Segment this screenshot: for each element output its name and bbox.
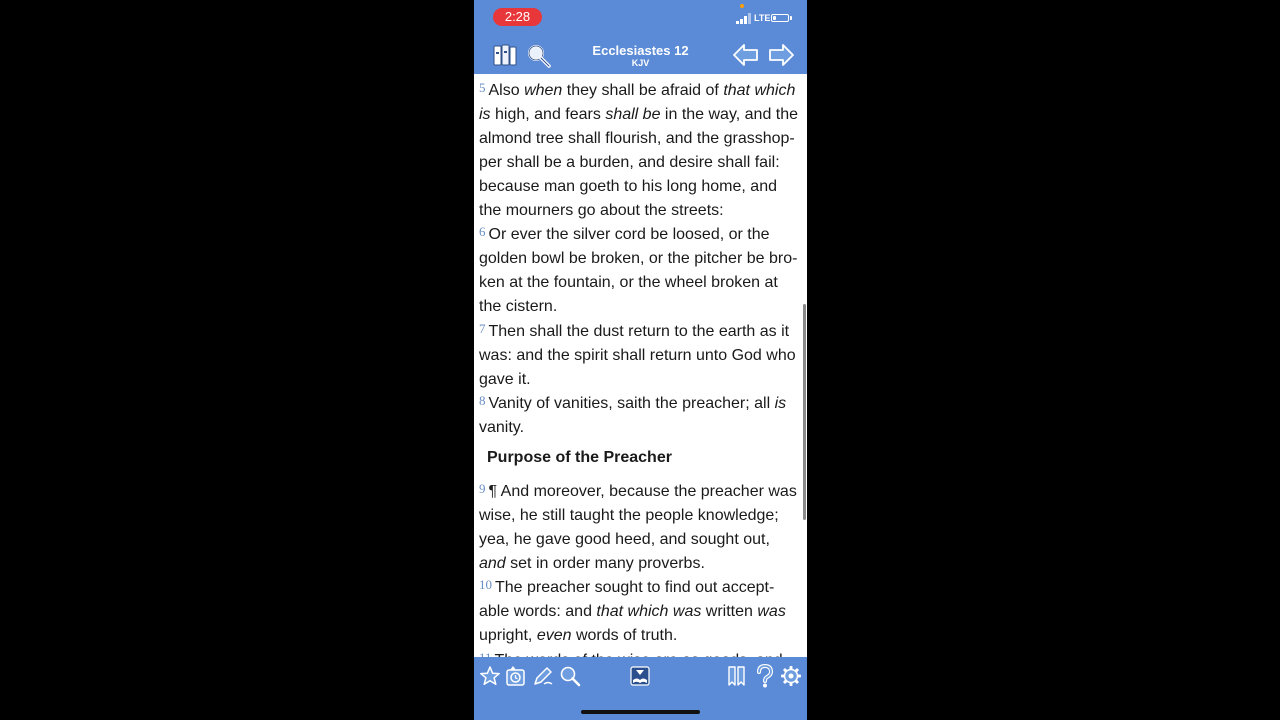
verse-text-segment: The preacher sought to find out accept- — [495, 579, 775, 596]
verse-text-segment: wise, he still taught the people knowledge; — [479, 507, 779, 525]
history-icon[interactable] — [505, 665, 527, 687]
location-indicator-icon — [740, 4, 744, 8]
verse-text-segment: almond tree shall flourish, and the grasshop- — [479, 130, 795, 148]
battery-icon — [771, 14, 789, 22]
reading-plan-icon[interactable] — [629, 665, 651, 687]
verse-text-segment: when — [524, 82, 563, 99]
verse-number[interactable]: 8 — [479, 393, 486, 408]
verse-number[interactable]: 9 — [479, 481, 486, 496]
verse-text-segment: high, and fears — [490, 106, 606, 124]
verse-number[interactable]: 7 — [479, 321, 486, 336]
verse-text-segment: golden bowl be broken, or the pitcher be bro- — [479, 250, 798, 268]
verse-text-segment: vanity. — [479, 419, 525, 437]
verse-text-segment: gave it. — [479, 371, 531, 389]
section-heading: Purpose of the Preacher — [487, 449, 672, 466]
nav-bar — [474, 36, 807, 74]
verse[interactable] — [479, 477, 807, 576]
verse-text-segment: the mourners go about the streets: — [479, 202, 724, 220]
network-type: LTE — [754, 13, 771, 23]
verse-text-segment: per shall be a burden, and desire shall fail: — [479, 154, 780, 172]
verse-text-segment: that which was — [596, 603, 702, 621]
verse-number[interactable]: 10 — [479, 577, 492, 592]
phone-screen — [474, 0, 807, 720]
verse-text-segment: shall be — [605, 106, 661, 124]
verse-text-segment: Also — [488, 82, 525, 99]
verse-text-segment: Or ever the silver cord be loosed, or the — [488, 226, 770, 243]
bottom-toolbar — [474, 657, 807, 720]
search-highlight-icon[interactable] — [559, 665, 581, 687]
verse-text-segment: the cistern. — [479, 298, 558, 316]
bookshelf-icon[interactable] — [492, 42, 518, 68]
verse[interactable] — [479, 389, 807, 440]
verse-text-segment: was: and the spirit shall return unto God who — [479, 347, 796, 365]
verse-number[interactable]: 6 — [479, 224, 486, 239]
status-time: 2:28 — [493, 8, 542, 26]
verse-text-segment: yea, he gave good heed, and sought out, — [479, 531, 770, 549]
gear-icon[interactable] — [780, 665, 802, 687]
verse-text-segment: is — [774, 395, 787, 412]
verse[interactable] — [479, 76, 807, 224]
back-arrow-icon[interactable] — [732, 42, 760, 68]
bible-text[interactable] — [474, 74, 807, 657]
verse-text-segment: words of truth. — [571, 627, 678, 645]
verse[interactable] — [479, 573, 807, 648]
star-icon[interactable] — [479, 665, 501, 687]
verse-text-segment: that which — [723, 82, 796, 99]
verse[interactable] — [479, 317, 807, 392]
verse-text-segment: in the way, and the — [660, 106, 799, 124]
verse-text-segment: was — [757, 603, 786, 621]
verse-text-segment: and — [479, 555, 506, 573]
status-bar — [474, 0, 807, 36]
verse-text-segment: upright, — [479, 627, 537, 645]
verse-text-segment: ¶ And moreover, because the preacher was — [488, 483, 797, 500]
highlighter-icon[interactable] — [531, 664, 555, 688]
translation-label[interactable]: KJV — [631, 58, 650, 68]
verse-text-segment: written — [701, 603, 758, 621]
home-indicator[interactable] — [581, 710, 700, 714]
verse-text-segment: is — [479, 106, 491, 124]
battery-tip — [790, 16, 792, 20]
chapter-title[interactable]: Ecclesiastes 12 — [592, 43, 689, 58]
signal-icon — [736, 13, 752, 24]
bookmarks-icon[interactable] — [726, 665, 748, 687]
verse-text-segment: able words: and — [479, 603, 597, 621]
scrollbar[interactable] — [803, 304, 806, 520]
verse-text-segment: even — [536, 627, 572, 645]
verse-text-segment: they shall be afraid of — [562, 82, 724, 99]
verse-text-segment: set in order many proverbs. — [505, 555, 705, 573]
verse-text-segment: Then shall the dust return to the earth as it — [488, 323, 790, 340]
verse-text-segment: because man goeth to his long home, and — [479, 178, 777, 196]
verse[interactable] — [479, 220, 807, 319]
verse-number[interactable]: 5 — [479, 80, 486, 95]
verse-text-segment: ken at the fountain, or the wheel broken at — [479, 274, 778, 292]
forward-arrow-icon[interactable] — [767, 42, 795, 68]
help-icon[interactable] — [754, 664, 776, 688]
verse-text-segment: Vanity of vanities, saith the preacher; all — [488, 395, 775, 412]
search-icon[interactable] — [526, 43, 552, 69]
